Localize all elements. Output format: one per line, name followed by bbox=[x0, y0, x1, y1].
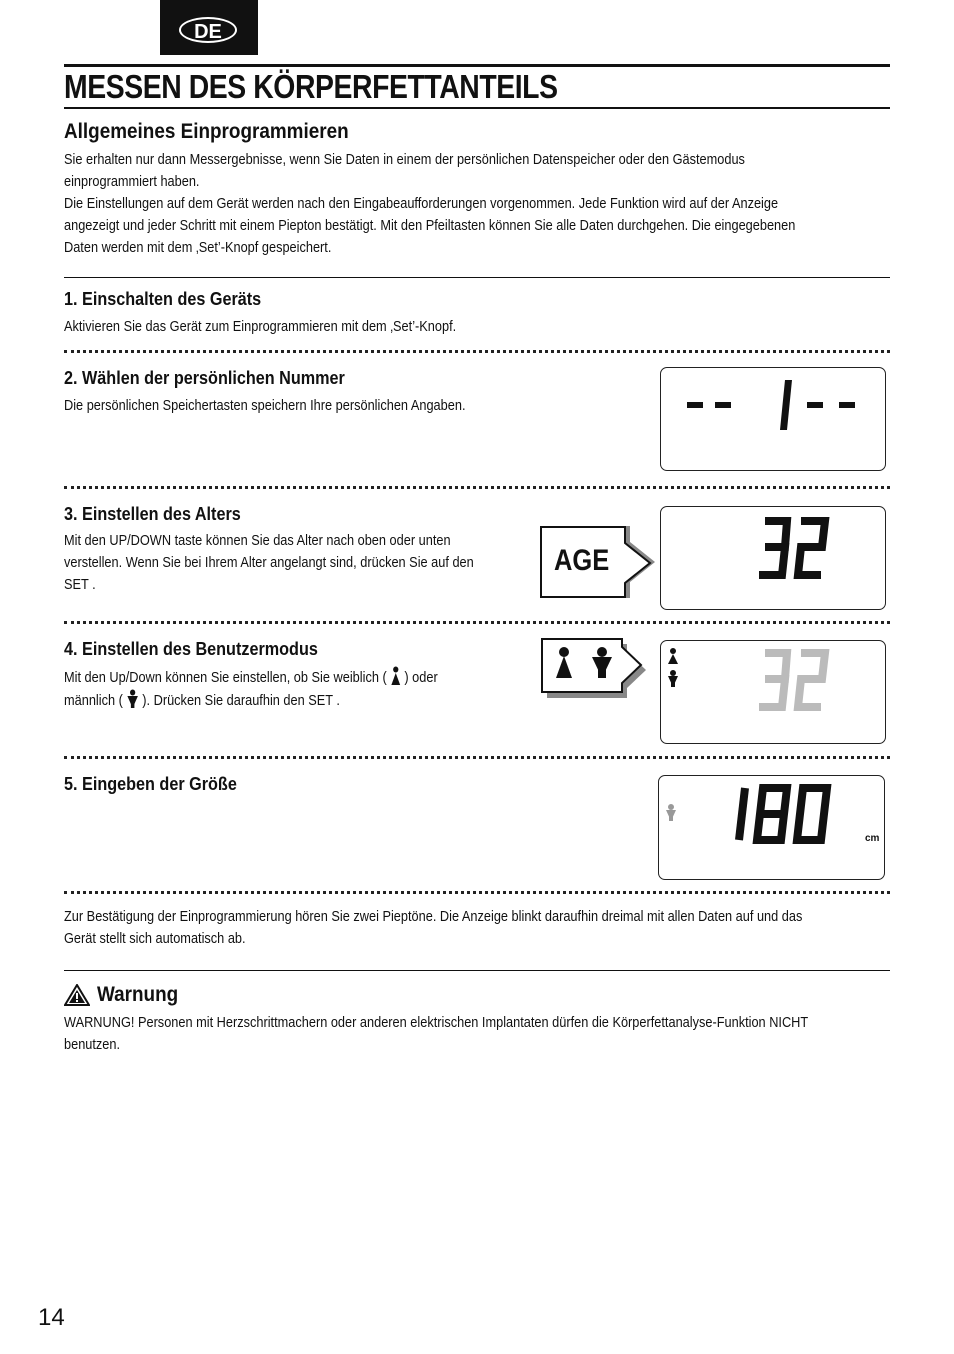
intro-text bbox=[64, 149, 856, 259]
male-icon bbox=[126, 689, 138, 709]
step-4-text bbox=[64, 666, 522, 712]
page-title: MESSEN DES KÖRPERFETTANTEILS bbox=[64, 68, 558, 105]
gender-callout bbox=[541, 638, 647, 700]
lcd-segments-age bbox=[661, 507, 884, 608]
step-4-text-part: Mit den Up/Down können Sie einstellen, ob Sie weiblich ( bbox=[64, 670, 387, 686]
warning-line: benutzen. bbox=[64, 1037, 121, 1053]
dotted-divider bbox=[64, 621, 890, 624]
intro-line: Die Einstellungen auf dem Gerät werden nach den Eingabeaufforderungen vorgenommen. Jede Funktion wird auf der Anzeige bbox=[64, 196, 779, 212]
intro-line: Daten werden mit dem ‚Set’-Knopf gespeichert. bbox=[64, 240, 332, 256]
step-3-text bbox=[64, 530, 522, 596]
female-icon bbox=[668, 648, 678, 664]
lcd-display-height bbox=[658, 775, 885, 880]
warning-line: WARNUNG! Personen mit Herzschrittmachern oder anderen elektrischen Implantaten dürfen die Körperfettanalyse-Funktion NICHT bbox=[64, 1015, 809, 1031]
step-4-text-part: ). Drücken Sie daraufhin den SET . bbox=[142, 693, 340, 709]
dotted-divider bbox=[64, 756, 890, 759]
confirm-line: Gerät stellt sich automatisch ab. bbox=[64, 931, 246, 947]
dotted-divider bbox=[64, 486, 890, 489]
step-3-line: Mit den UP/DOWN taste können Sie das Alter nach oben oder unten bbox=[64, 533, 451, 549]
height-unit: cm bbox=[865, 833, 880, 844]
step-2-heading: 2. Wählen der persönlichen Nummer bbox=[64, 368, 345, 388]
section-divider bbox=[64, 970, 890, 971]
warning-heading: Warnung bbox=[97, 983, 179, 1006]
age-label: AGE bbox=[554, 544, 610, 577]
dotted-divider bbox=[64, 350, 890, 353]
lcd-segments-user bbox=[661, 368, 884, 469]
lcd-segments-gender bbox=[661, 641, 884, 742]
step-2-text: Die persönlichen Speichertasten speichern Ihre persönlichen Angaben. bbox=[64, 398, 466, 414]
language-badge: DE bbox=[179, 17, 237, 43]
step-5-heading: 5. Eingeben der Größe bbox=[64, 774, 237, 794]
lcd-segments-height bbox=[659, 776, 883, 878]
page-number: 14 bbox=[38, 1304, 65, 1331]
confirm-line: Zur Bestätigung der Einprogrammierung hören Sie zwei Pieptöne. Die Anzeige blinkt daraufhin dreimal mit allen Daten auf und das bbox=[64, 909, 803, 925]
female-icon bbox=[390, 666, 401, 686]
gender-callout-shape bbox=[541, 638, 647, 700]
lcd-display-age bbox=[660, 506, 886, 610]
intro-line: einprogrammiert haben. bbox=[64, 174, 200, 190]
step-4-text-part: ) oder bbox=[404, 670, 438, 686]
intro-line: angezeigt und jeder Schritt mit einem Piepton bestätigt. Mit den Pfeiltasten können Sie alle Daten durchgehen. Die eingegebenen bbox=[64, 218, 796, 234]
step-4-heading: 4. Einstellen des Benutzermodus bbox=[64, 639, 318, 659]
language-tab bbox=[160, 0, 258, 55]
title-top-rule bbox=[64, 64, 890, 67]
male-icon bbox=[668, 670, 678, 687]
step-3-line: SET . bbox=[64, 577, 96, 593]
lcd-display-user bbox=[660, 367, 886, 471]
dotted-divider bbox=[64, 891, 890, 894]
step-4-line bbox=[64, 689, 522, 712]
step-3-line: verstellen. Wenn Sie bei Ihrem Alter angelangt sind, drücken Sie auf den bbox=[64, 555, 474, 571]
confirm-text bbox=[64, 906, 856, 950]
age-callout bbox=[540, 526, 656, 600]
male-icon bbox=[666, 804, 676, 821]
intro-heading: Allgemeines Einprogrammieren bbox=[64, 120, 349, 143]
step-1-heading: 1. Einschalten des Geräts bbox=[64, 289, 262, 309]
step-1-text: Aktivieren Sie das Gerät zum Einprogrammieren mit dem ‚Set’-Knopf. bbox=[64, 319, 457, 335]
warning-icon bbox=[64, 984, 90, 1006]
lcd-display-gender bbox=[660, 640, 886, 744]
title-bottom-rule bbox=[64, 107, 890, 109]
warning-text bbox=[64, 1012, 856, 1056]
section-divider bbox=[64, 277, 890, 278]
step-4-text-part: männlich ( bbox=[64, 693, 123, 709]
step-3-heading: 3. Einstellen des Alters bbox=[64, 504, 241, 524]
step-4-line bbox=[64, 666, 522, 689]
intro-line: Sie erhalten nur dann Messergebnisse, wenn Sie Daten in einem der persönlichen Datenspeicher oder den Gästemodus bbox=[64, 152, 745, 168]
